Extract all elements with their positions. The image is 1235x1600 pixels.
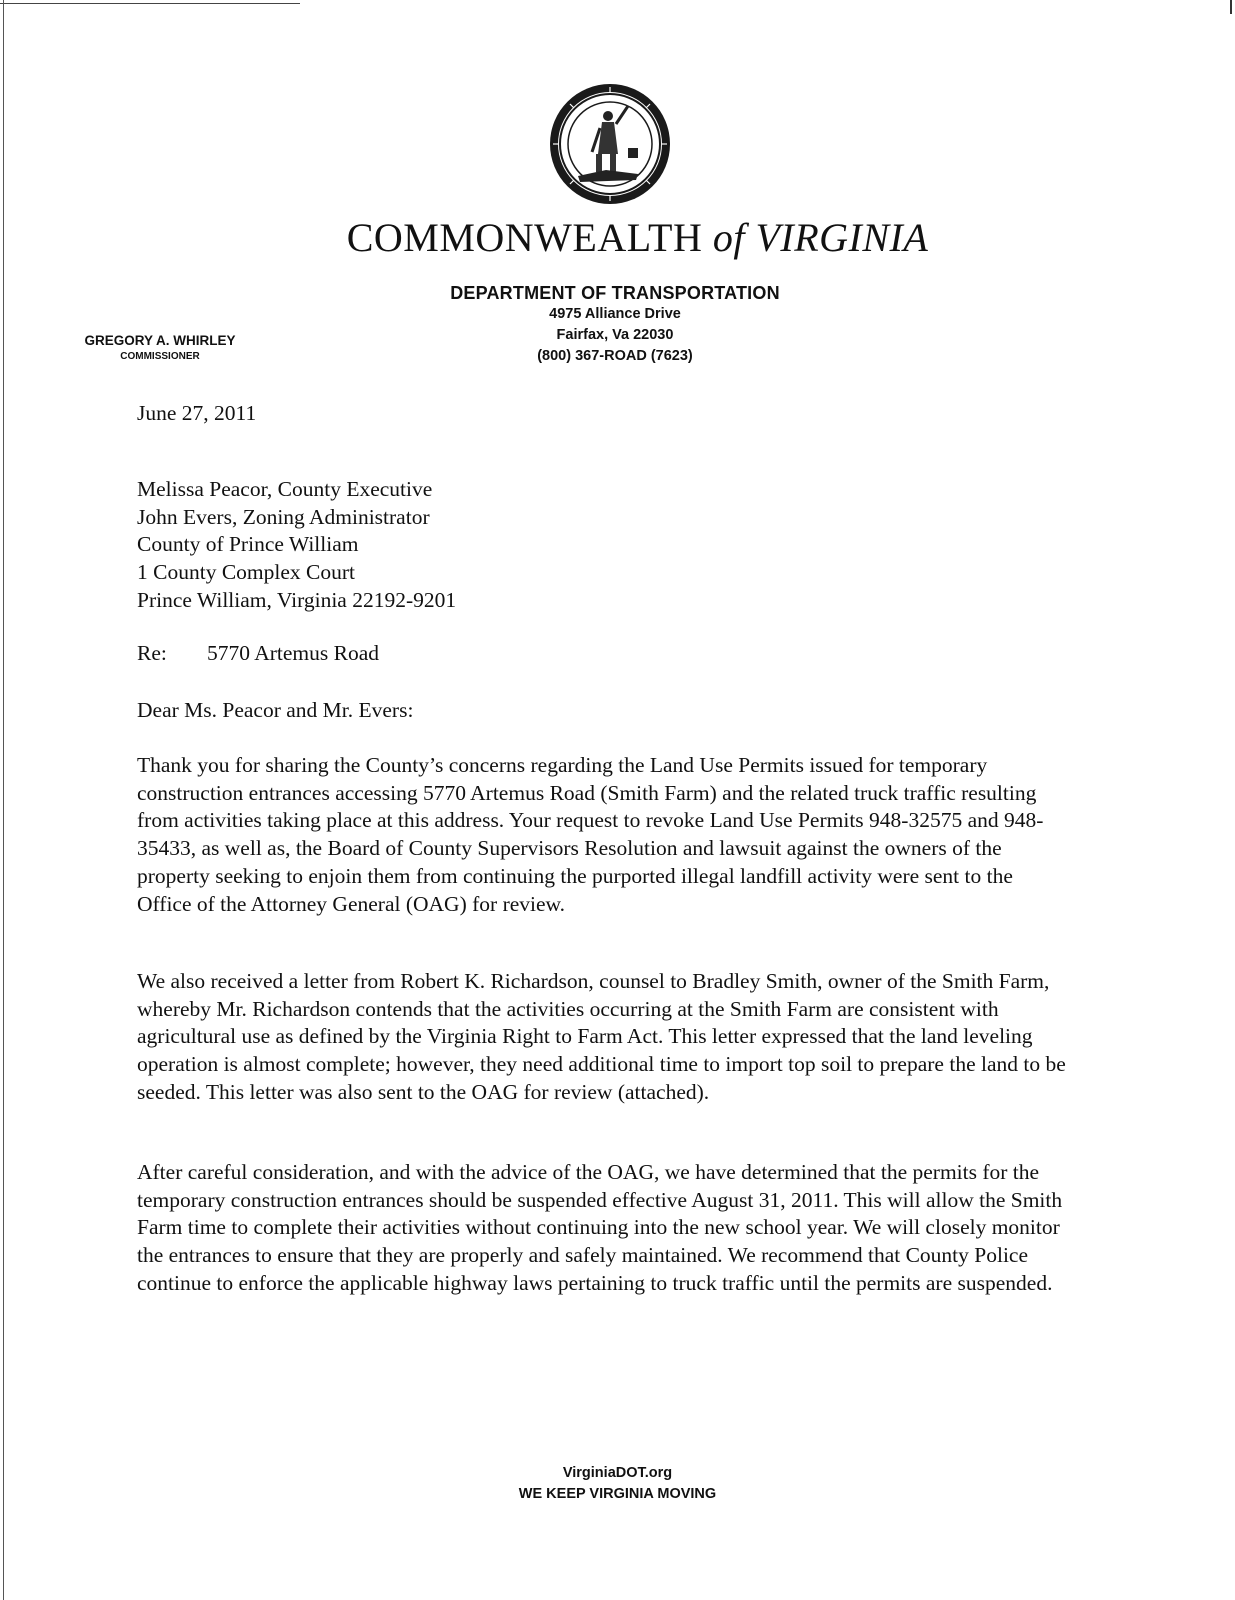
department-phone: (800) 367-ROAD (7623) bbox=[537, 348, 693, 364]
letter-footer bbox=[0, 1463, 1235, 1505]
subject-label: Re: bbox=[137, 641, 167, 665]
virginia-seal-icon bbox=[548, 82, 672, 206]
commissioner-block bbox=[60, 333, 260, 362]
title-commonwealth: COMMONWEALTH bbox=[346, 215, 703, 260]
title-virginia: VIRGINIA bbox=[755, 215, 929, 260]
commissioner-title: COMMISSIONER bbox=[120, 351, 200, 362]
title-of: of bbox=[712, 215, 745, 260]
commissioner-name: GREGORY A. WHIRLEY bbox=[84, 333, 236, 348]
address-line: 1 County Complex Court bbox=[137, 560, 355, 585]
department-name: DEPARTMENT OF TRANSPORTATION bbox=[450, 283, 780, 303]
recipient-address bbox=[137, 476, 1067, 615]
address-line: John Evers, Zoning Administrator bbox=[137, 504, 430, 529]
scan-artifact-line bbox=[0, 3, 300, 4]
letterhead-title bbox=[0, 214, 1235, 261]
scan-artifact-mark bbox=[1230, 0, 1232, 14]
address-line: Prince William, Virginia 22192-9201 bbox=[137, 587, 457, 612]
body-paragraph: We also received a letter from Robert K. Richardson, counsel to Bradley Smith, owner of the Smith Farm, whereby Mr. Richardson contends that the activities occurring at the Smith Farm are consistent with agricultural use as defined by the Virginia Right to Farm Act. This letter expressed that the land leveling operation is almost complete; however, they need additional time to import top soil to prepare the land to be seeded. This letter was also sent to the OAG for review (attached). bbox=[137, 969, 1066, 1104]
address-line: Melissa Peacor, County Executive bbox=[137, 477, 433, 501]
salutation: Dear Ms. Peacor and Mr. Evers: bbox=[137, 698, 414, 722]
department-street: 4975 Alliance Drive bbox=[549, 306, 681, 322]
subject-text: 5770 Artemus Road bbox=[207, 641, 379, 665]
department-city: Fairfax, Va 22030 bbox=[556, 327, 674, 343]
address-line: County of Prince William bbox=[137, 532, 359, 557]
letter-date: June 27, 2011 bbox=[137, 401, 257, 425]
department-header bbox=[430, 283, 800, 367]
footer-website: VirginiaDOT.org bbox=[562, 1465, 673, 1481]
subject-line bbox=[137, 640, 1067, 668]
body-paragraph: After careful consideration, and with the advice of the OAG, we have determined that the permits for the temporary construction entrances should be suspended effective August 31, 2011. This will allow the Smith Farm time to complete their activities without continuing into the new school year. We will closely monitor the entrances to ensure that they are properly and safely maintained. We recommend that County Police continue to enforce the applicable highway laws pertaining to truck traffic until the permits are suspended. bbox=[137, 1160, 1063, 1295]
body-paragraph: Thank you for sharing the County’s concerns regarding the Land Use Permits issued for temporary construction entrances accessing 5770 Artemus Road (Smith Farm) and the related truck traffic resulting from activities taking place at this address. Your request to revoke Land Use Permits 948-32575 and 948-35433, as well as, the Board of County Supervisors Resolution and lawsuit against the owners of the property seeking to enjoin them from continuing the purported illegal landfill activity were sent to the Office of the Attorney General (OAG) for review. bbox=[137, 753, 1044, 916]
footer-slogan: WE KEEP VIRGINIA MOVING bbox=[518, 1486, 717, 1502]
